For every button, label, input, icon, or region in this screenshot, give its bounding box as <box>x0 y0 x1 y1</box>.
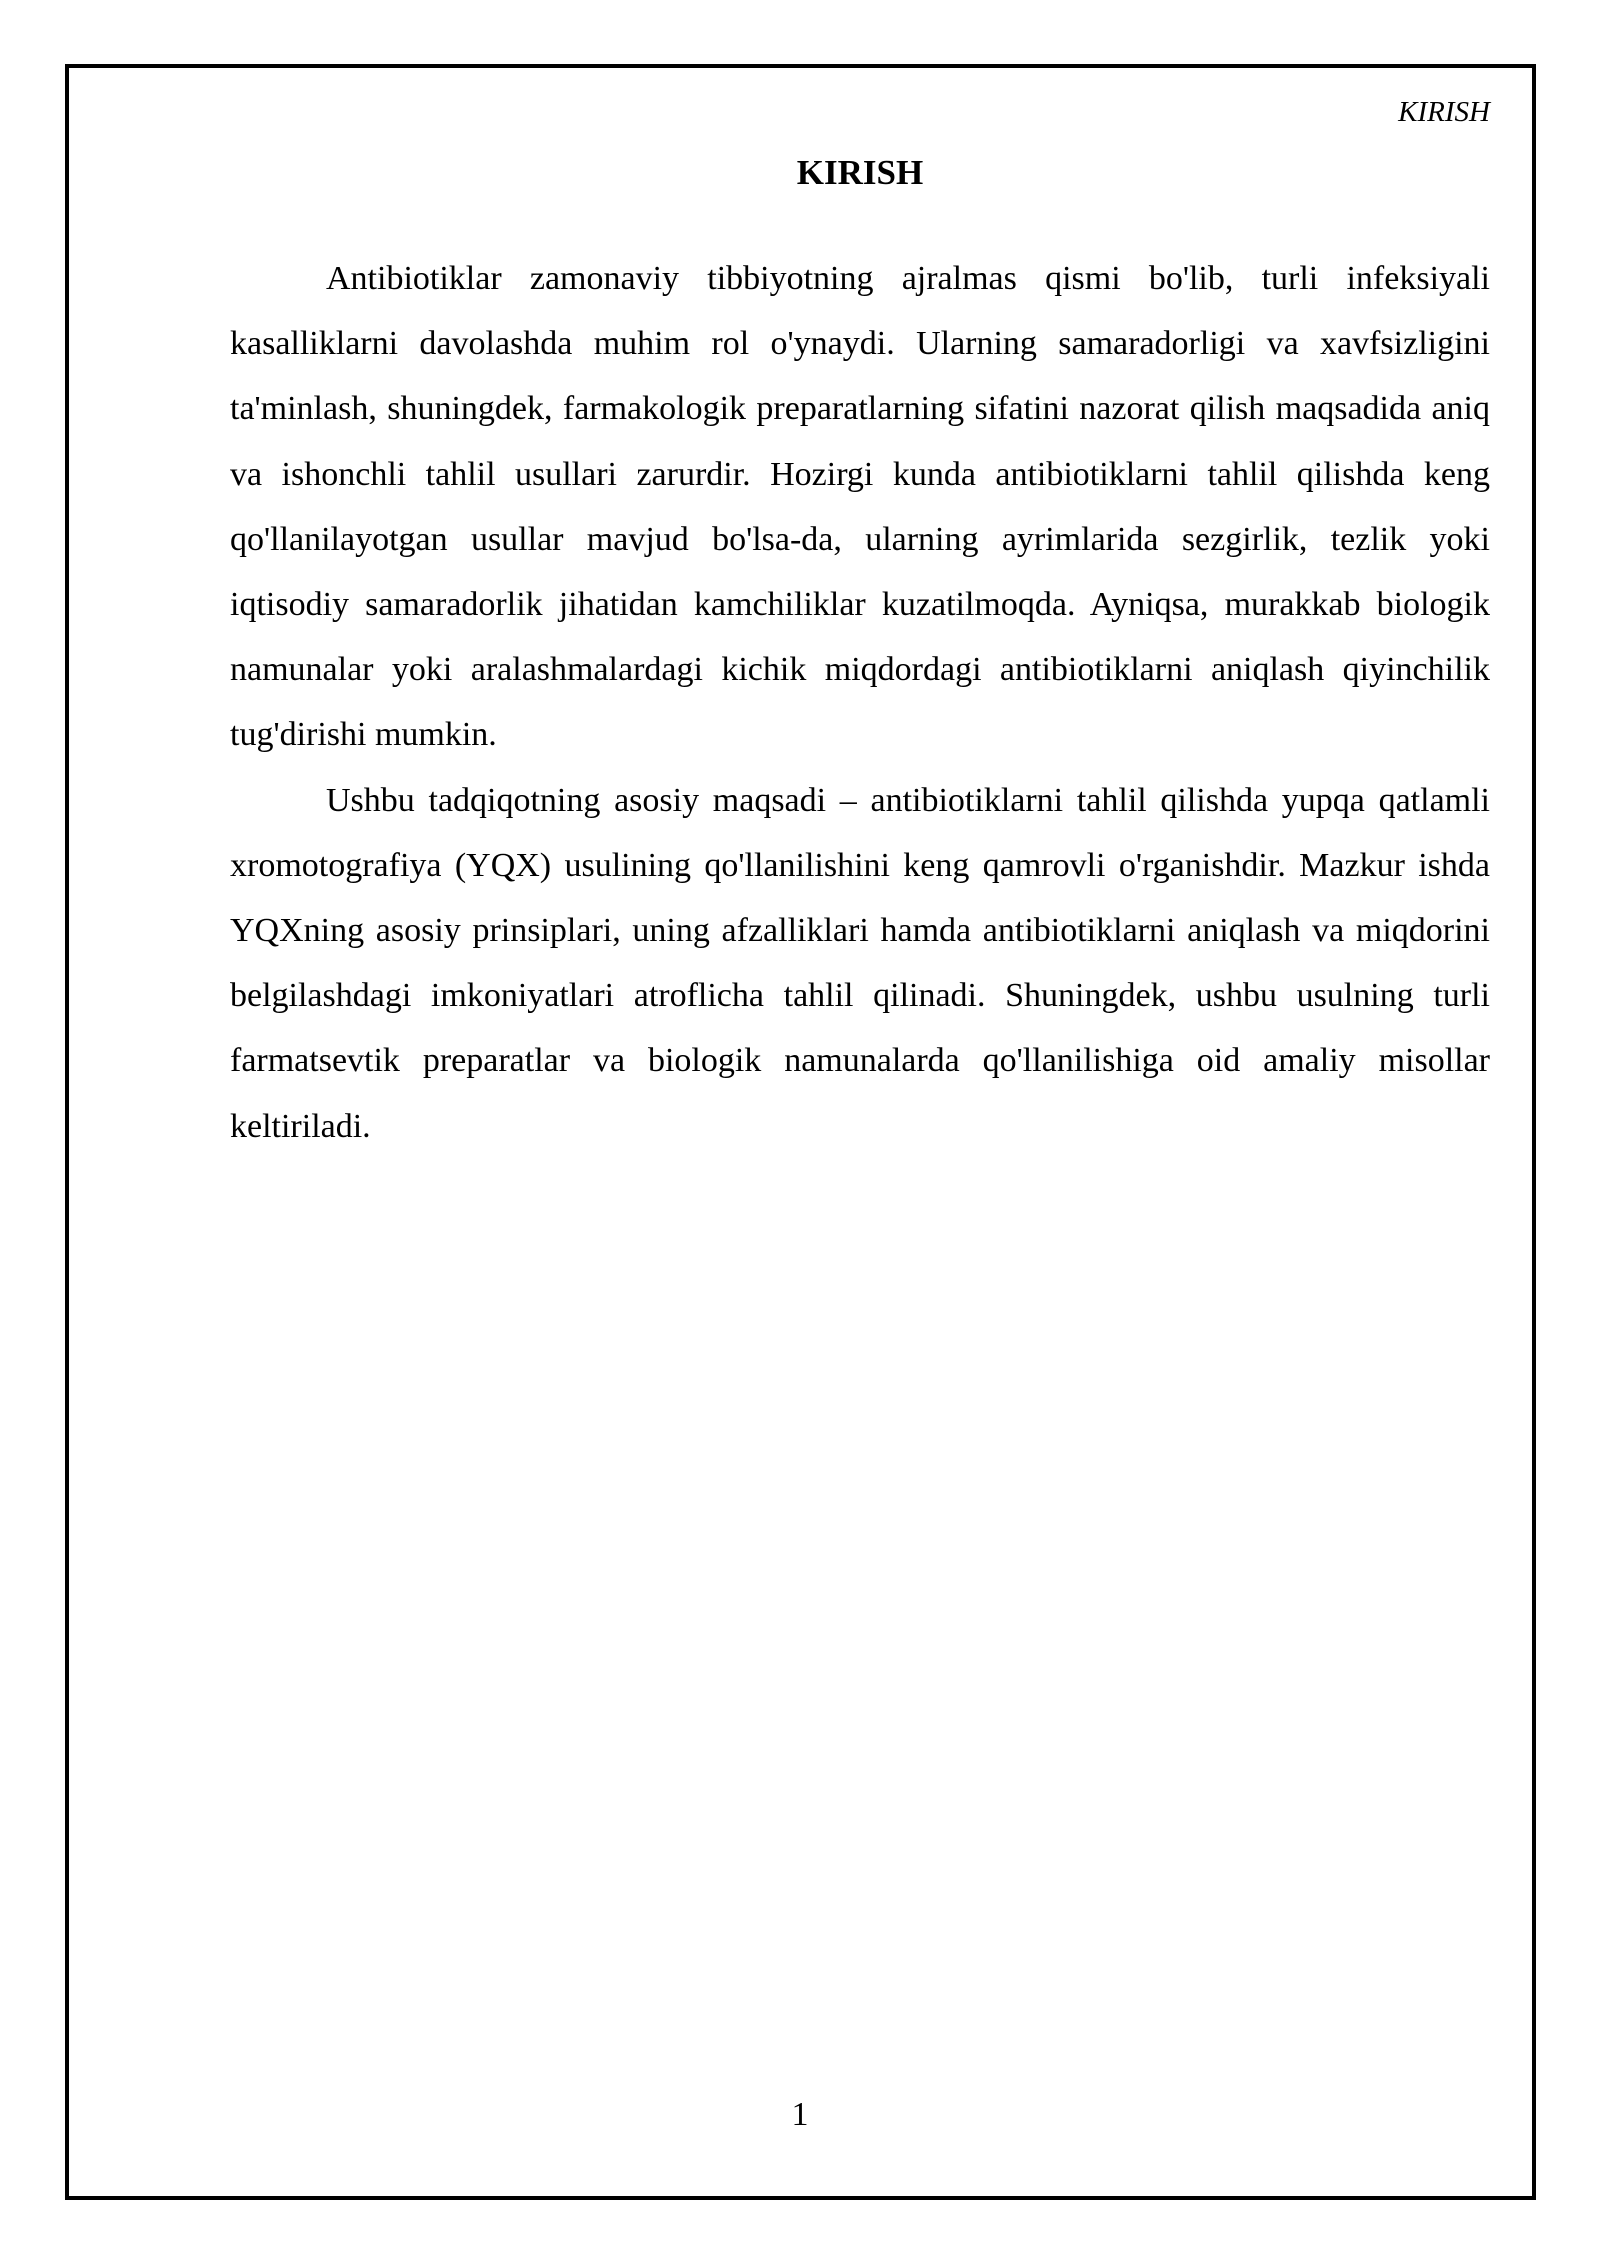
body-paragraph-1: Antibiotiklar zamonaviy tibbiyotning ajralmas qismi bo'lib, turli infeksiyali kasalliklarni davolashda muhim rol o'ynaydi. Ularning samaradorligi va xavfsizligini ta'minlash, shuningdek, farmakologik preparatlarning sifatini nazorat qilish maqsadida aniq va ishonchli tahlil usullari zarurdir. Hozirgi kunda antibiotiklarni tahlil qilishda keng qo'llanilayotgan usullar mavjud bo'lsa-da, ularning ayrimlarida sezgirlik, tezlik yoki iqtisodiy samaradorlik jihatidan kamchiliklar kuzatilmoqda. Ayniqsa, murakkab biologik namunalar yoki aralashmalardagi kichik miqdordagi antibiotiklarni aniqlash qiyinchilik tug'dirishi mumkin. <box>230 260 1490 754</box>
document-body <box>230 246 1490 1159</box>
page-title: KIRISH <box>796 153 924 192</box>
body-paragraph-2: Ushbu tadqiqotning asosiy maqsadi – antibiotiklarni tahlil qilishda yupqa qatlamli xromotografiya (YQX) usulining qo'llanilishini keng qamrovli o'rganishdir. Mazkur ishda YQXning asosiy prinsiplari, uning afzalliklari hamda antibiotiklarni aniqlash va miqdorini belgilashdagi imkoniyatlari atroflicha tahlil qilinadi. Shuningdek, ushbu usulning turli farmatsevtik preparatlar va biologik namunalarda qo'llanilishiga oid amaliy misollar keltiriladi. <box>230 781 1490 1145</box>
running-header: KIRISH <box>1398 96 1490 128</box>
page-number: 1 <box>791 2096 809 2133</box>
